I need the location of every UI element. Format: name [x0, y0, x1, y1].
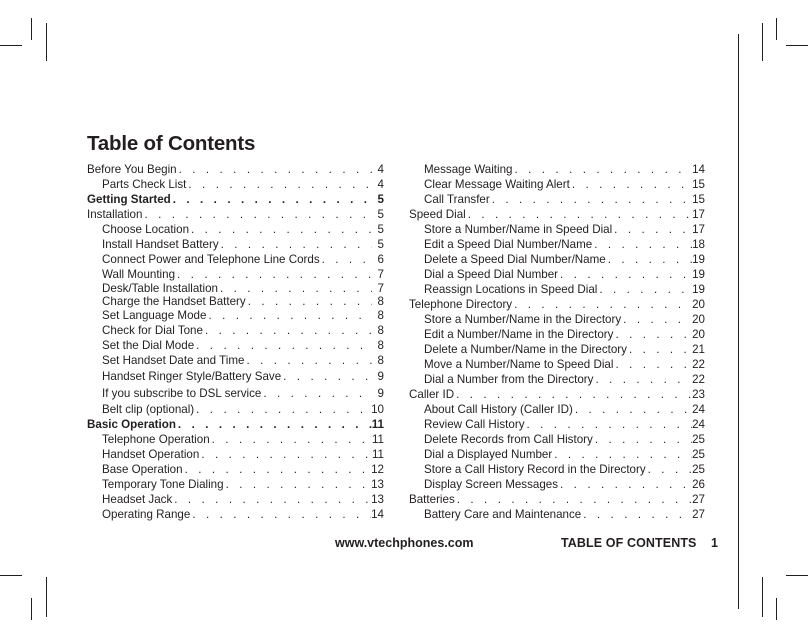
toc-entry-title: Store a Number/Name in Speed Dial: [424, 223, 613, 236]
crop-mark: [46, 23, 47, 61]
toc-entry[interactable]: [409, 387, 705, 402]
toc-entry[interactable]: [87, 338, 384, 353]
toc-entry-title: Check for Dial Tone: [102, 324, 203, 337]
dot-leader: [525, 417, 693, 432]
toc-entry-title: Temporary Tone Dialing: [102, 478, 224, 491]
toc-entry-title: If you subscribe to DSL service: [102, 387, 262, 400]
dot-leader: [142, 207, 372, 222]
toc-entry-title: Set Handset Date and Time: [102, 354, 245, 367]
toc-entry[interactable]: [409, 282, 705, 297]
dot-leader: [194, 338, 372, 353]
toc-entry-page: 5: [377, 223, 384, 236]
crop-mark: [786, 45, 808, 46]
toc-entry-page: 23: [692, 388, 705, 401]
dot-leader: [175, 267, 372, 282]
toc-entry-title: Charge the Handset Battery: [102, 295, 246, 308]
toc-entry-page: 27: [692, 508, 705, 521]
toc-entry-page: 20: [692, 313, 705, 326]
toc-entry-page: 17: [692, 208, 705, 221]
toc-entry-title: Dial a Displayed Number: [424, 448, 553, 461]
toc-entry[interactable]: [409, 402, 705, 417]
toc-entry-title: Parts Check List: [102, 178, 187, 191]
toc-entry[interactable]: [87, 308, 384, 323]
toc-entry[interactable]: [87, 447, 384, 462]
dot-leader: [176, 417, 372, 432]
toc-entry-title: About Call History (Caller ID): [424, 403, 573, 416]
toc-entry-page: 12: [371, 463, 384, 476]
dot-leader: [512, 297, 692, 312]
dot-leader: [558, 267, 692, 282]
toc-entry-title: Delete a Speed Dial Number/Name: [424, 253, 606, 266]
toc-entry[interactable]: [409, 432, 705, 447]
page-edge-line: [738, 34, 739, 609]
toc-entry-title: Dial a Number from the Directory: [424, 373, 594, 386]
toc-entry[interactable]: [87, 462, 384, 477]
toc-entry-page: 8: [377, 309, 384, 322]
toc-entry-title: Message Waiting: [424, 163, 513, 176]
dot-leader: [455, 492, 692, 507]
toc-entry-title: Review Call History: [424, 418, 525, 431]
toc-entry-title: Batteries: [409, 493, 455, 506]
dot-leader: [219, 237, 372, 252]
toc-entry[interactable]: [409, 162, 705, 177]
dot-leader: [189, 222, 372, 237]
toc-entry[interactable]: [409, 327, 705, 342]
toc-entry[interactable]: [87, 252, 384, 267]
toc-entry[interactable]: [409, 342, 705, 357]
toc-entry-title: Speed Dial: [409, 208, 466, 221]
toc-entry-page: 8: [377, 354, 384, 367]
dot-leader: [613, 327, 692, 342]
toc-entry[interactable]: [87, 417, 384, 432]
toc-entry-page: 6: [377, 253, 384, 266]
toc-entry[interactable]: [87, 492, 384, 507]
dot-leader: [194, 402, 371, 417]
dot-leader: [627, 342, 692, 357]
toc-entry-title: Reassign Locations in Speed Dial: [424, 283, 598, 296]
toc-entry-title: Basic Operation: [87, 418, 176, 431]
dot-leader: [581, 507, 692, 522]
toc-entry-page: 20: [692, 298, 705, 311]
page-title: Table of Contents: [87, 132, 256, 155]
toc-entry-title: Battery Care and Maintenance: [424, 508, 582, 521]
toc-entry[interactable]: [87, 237, 384, 252]
dot-leader: [186, 177, 372, 192]
crop-mark: [0, 45, 22, 46]
toc-entry-page: 5: [377, 208, 384, 221]
dot-leader: [621, 312, 692, 327]
crop-mark: [31, 18, 32, 40]
dot-leader: [552, 447, 692, 462]
dot-leader: [177, 162, 372, 177]
toc-entry-page: 27: [692, 493, 705, 506]
toc-entry[interactable]: [87, 477, 384, 492]
toc-entry-title: Handset Operation: [102, 448, 200, 461]
dot-leader: [320, 252, 372, 267]
toc-entry[interactable]: [87, 162, 384, 177]
dot-leader: [281, 368, 372, 385]
dot-leader: [570, 177, 692, 192]
toc-entry[interactable]: [409, 252, 705, 267]
toc-entry-title: Delete a Number/Name in the Directory: [424, 343, 627, 356]
toc-entry-page: 17: [692, 223, 705, 236]
toc-entry-title: Choose Location: [102, 223, 190, 236]
toc-entry[interactable]: [409, 462, 705, 477]
toc-entry-page: 25: [692, 448, 705, 461]
crop-mark: [776, 18, 777, 40]
toc-entry-page: 13: [371, 493, 384, 506]
toc-entry[interactable]: [87, 192, 384, 207]
dot-leader: [210, 432, 372, 447]
dot-leader: [593, 432, 692, 447]
dot-leader: [244, 353, 372, 368]
toc-entry[interactable]: [409, 477, 705, 492]
toc-entry-title: Display Screen Messages: [424, 478, 559, 491]
toc-entry[interactable]: [87, 323, 384, 338]
toc-entry-title: Set Language Mode: [102, 309, 207, 322]
toc-entry[interactable]: [409, 372, 705, 387]
footer-section-label: TABLE OF CONTENTS: [561, 536, 697, 550]
toc-entry-page: 19: [692, 283, 705, 296]
toc-entry[interactable]: [409, 492, 705, 507]
toc-entry-title: Before You Begin: [87, 163, 177, 176]
toc-entry-title: Install Handset Battery: [102, 238, 219, 251]
toc-entry-page: 22: [692, 373, 705, 386]
dot-leader: [597, 282, 692, 297]
toc-right-column: [409, 162, 705, 522]
page-number: 1: [711, 536, 718, 550]
toc-entry[interactable]: [409, 192, 705, 207]
toc-entry-title: Store a Call History Record in the Directory: [424, 463, 646, 476]
toc-entry-page: 8: [377, 324, 384, 337]
toc-entry-page: 15: [692, 193, 705, 206]
toc-entry[interactable]: [87, 177, 384, 192]
toc-entry-page: 8: [377, 339, 384, 352]
dot-leader: [646, 462, 692, 477]
toc-entry-page: 5: [377, 238, 384, 251]
toc-entry-page: 19: [692, 253, 705, 266]
toc-entry[interactable]: [87, 282, 384, 295]
toc-entry-title: Operating Range: [102, 508, 191, 521]
toc-entry-page: 7: [377, 268, 384, 281]
crop-mark: [762, 577, 763, 617]
toc-entry[interactable]: [409, 357, 705, 372]
toc-entry-title: Getting Started: [87, 193, 171, 206]
toc-entry[interactable]: [409, 222, 705, 237]
toc-entry-page: 18: [692, 238, 705, 251]
dot-leader: [172, 492, 371, 507]
dot-leader: [592, 237, 692, 252]
toc-entry[interactable]: [409, 417, 705, 432]
toc-entry-page: 8: [377, 295, 384, 308]
toc-entry-page: 24: [692, 418, 705, 431]
toc-entry-title: Belt clip (optional): [102, 403, 195, 416]
toc-entry-page: 11: [371, 418, 384, 431]
toc-entry-title: Wall Mounting: [102, 268, 176, 281]
toc-entry-page: 14: [692, 163, 705, 176]
dot-leader: [261, 385, 372, 402]
toc-entry-page: 20: [692, 328, 705, 341]
toc-entry[interactable]: [409, 447, 705, 462]
toc-entry-title: Delete Records from Call History: [424, 433, 593, 446]
dot-leader: [246, 295, 372, 308]
toc-entry-title: Telephone Directory: [409, 298, 513, 311]
toc-entry-page: 10: [371, 403, 384, 416]
dot-leader: [183, 462, 372, 477]
crop-mark: [31, 598, 32, 620]
dot-leader: [612, 222, 692, 237]
toc-entry-title: Headset Jack: [102, 493, 173, 506]
crop-mark: [762, 23, 763, 61]
toc-entry[interactable]: [409, 297, 705, 312]
dot-leader: [593, 372, 692, 387]
toc-entry-page: 9: [377, 387, 384, 400]
toc-entry-page: 4: [377, 178, 384, 191]
toc-entry[interactable]: [409, 237, 705, 252]
toc-entry-page: 13: [371, 478, 384, 491]
toc-entry-title: Store a Number/Name in the Directory: [424, 313, 622, 326]
toc-entry-page: 7: [377, 282, 384, 295]
dot-leader: [606, 252, 692, 267]
toc-entry-title: Connect Power and Telephone Line Cords: [102, 253, 320, 266]
dot-leader: [206, 308, 372, 323]
dot-leader: [558, 477, 692, 492]
toc-entry-title: Base Operation: [102, 463, 183, 476]
dot-leader: [199, 447, 372, 462]
dot-leader: [171, 192, 372, 207]
toc-entry[interactable]: [87, 368, 384, 385]
toc-entry-page: 26: [692, 478, 705, 491]
toc-entry[interactable]: [87, 385, 384, 402]
crop-mark: [776, 598, 777, 620]
dot-leader: [203, 323, 372, 338]
toc-entry[interactable]: [87, 222, 384, 237]
toc-entry[interactable]: [87, 402, 384, 417]
toc-entry-title: Edit a Speed Dial Number/Name: [424, 238, 593, 251]
toc-entry-page: 19: [692, 268, 705, 281]
toc-entry[interactable]: [87, 432, 384, 447]
crop-mark: [46, 577, 47, 617]
toc-left-column: [87, 162, 384, 522]
toc-entry-page: 25: [692, 463, 705, 476]
toc-entry-title: Dial a Speed Dial Number: [424, 268, 559, 281]
toc-entry-page: 5: [377, 193, 384, 206]
toc-entry[interactable]: [87, 295, 384, 308]
toc-entry[interactable]: [409, 207, 705, 222]
toc-entry-page: 22: [692, 358, 705, 371]
toc-entry-page: 25: [692, 433, 705, 446]
dot-leader: [513, 162, 693, 177]
crop-mark: [0, 575, 22, 576]
toc-entry-title: Call Transfer: [424, 193, 490, 206]
dot-leader: [224, 477, 372, 492]
crop-mark: [786, 575, 808, 576]
toc-entry-page: 15: [692, 178, 705, 191]
dot-leader: [490, 192, 692, 207]
toc-entry-title: Caller ID: [409, 388, 455, 401]
toc-entry-title: Telephone Operation: [102, 433, 210, 446]
dot-leader: [573, 402, 692, 417]
toc-entry-title: Edit a Number/Name in the Directory: [424, 328, 614, 341]
footer-url[interactable]: www.vtechphones.com: [335, 536, 474, 550]
dot-leader: [613, 357, 692, 372]
toc-entry-title: Handset Ringer Style/Battery Save: [102, 370, 282, 383]
toc-entry-page: 21: [692, 343, 705, 356]
dot-leader: [466, 207, 692, 222]
toc-entry-page: 11: [371, 433, 384, 446]
dot-leader: [454, 387, 692, 402]
toc-entry[interactable]: [87, 507, 384, 522]
toc-entry-page: 14: [371, 508, 384, 521]
toc-entry[interactable]: [409, 507, 705, 522]
toc-entry[interactable]: [409, 177, 705, 192]
toc-entry-page: 24: [692, 403, 705, 416]
dot-leader: [218, 282, 372, 295]
toc-entry-page: 4: [377, 163, 384, 176]
toc-entry[interactable]: [409, 312, 705, 327]
toc-entry-title: Clear Message Waiting Alert: [424, 178, 570, 191]
toc-entry-title: Desk/Table Installation: [102, 282, 218, 295]
toc-entry-title: Move a Number/Name to Speed Dial: [424, 358, 614, 371]
toc-entry[interactable]: [87, 353, 384, 368]
toc-entry[interactable]: [409, 267, 705, 282]
toc-entry[interactable]: [87, 267, 384, 282]
toc-entry-page: 11: [371, 448, 384, 461]
toc-entry-title: Installation: [87, 208, 143, 221]
toc-entry[interactable]: [87, 207, 384, 222]
toc-entry-title: Set the Dial Mode: [102, 339, 195, 352]
toc-entry-page: 9: [377, 370, 384, 383]
dot-leader: [190, 507, 371, 522]
